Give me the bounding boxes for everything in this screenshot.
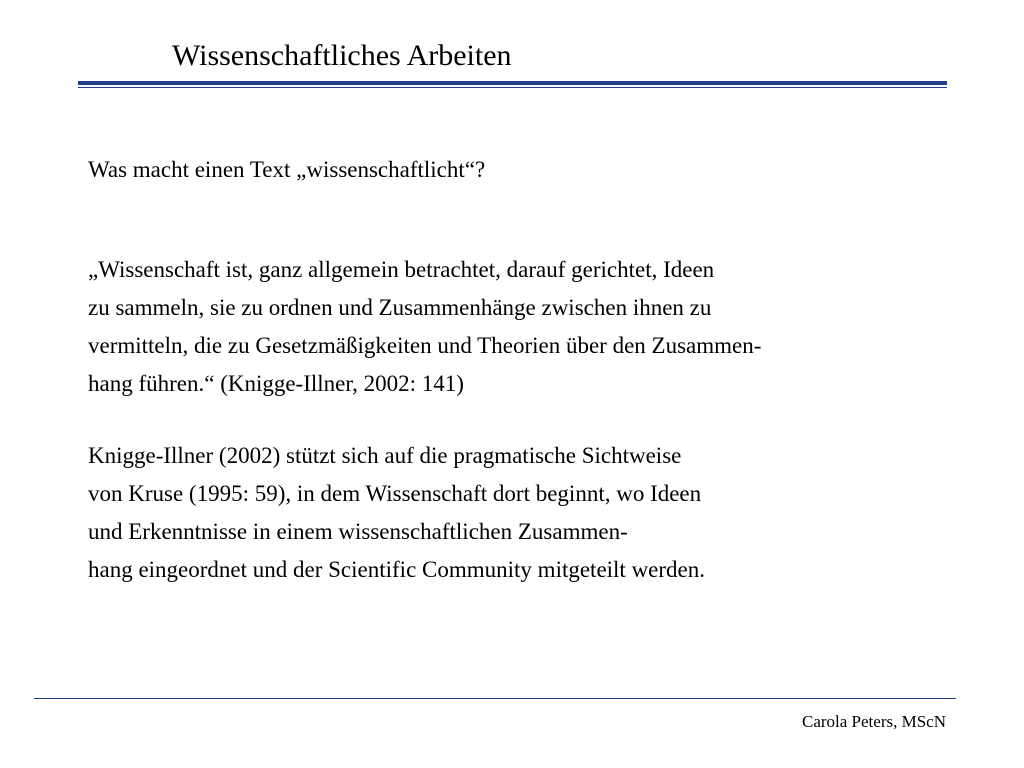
title-underline-thick: [78, 81, 947, 85]
slide-title: Wissenschaftliches Arbeiten: [172, 39, 512, 72]
footer-divider: [34, 698, 956, 699]
summary-line: von Kruse (1995: 59), in dem Wissenschaft dort beginnt, wo Ideen: [88, 481, 702, 506]
question-text: Was macht einen Text „wissenschaftlicht“?: [88, 157, 486, 182]
quote-line: „Wissenschaft ist, ganz allgemein betrachtet, darauf gerichtet, Ideen: [88, 257, 715, 282]
quote-paragraph: [88, 251, 761, 403]
quote-line: vermitteln, die zu Gesetzmäßigkeiten und Theorien über den Zusammen-: [88, 333, 762, 358]
summary-line: Knigge-Illner (2002) stützt sich auf die pragmatische Sichtweise: [88, 443, 682, 468]
summary-line: hang eingeordnet und der Scientific Community mitgeteilt werden.: [88, 557, 706, 582]
quote-line: hang führen.“ (Knigge-Illner, 2002: 141): [88, 371, 464, 396]
summary-line: und Erkenntnisse in einem wissenschaftlichen Zusammen-: [88, 519, 628, 544]
summary-paragraph: [88, 437, 705, 589]
footer-author: Carola Peters, MScN: [801, 712, 946, 731]
quote-line: zu sammeln, sie zu ordnen und Zusammenhänge zwischen ihnen zu: [88, 295, 712, 320]
title-underline-thin: [78, 87, 947, 88]
